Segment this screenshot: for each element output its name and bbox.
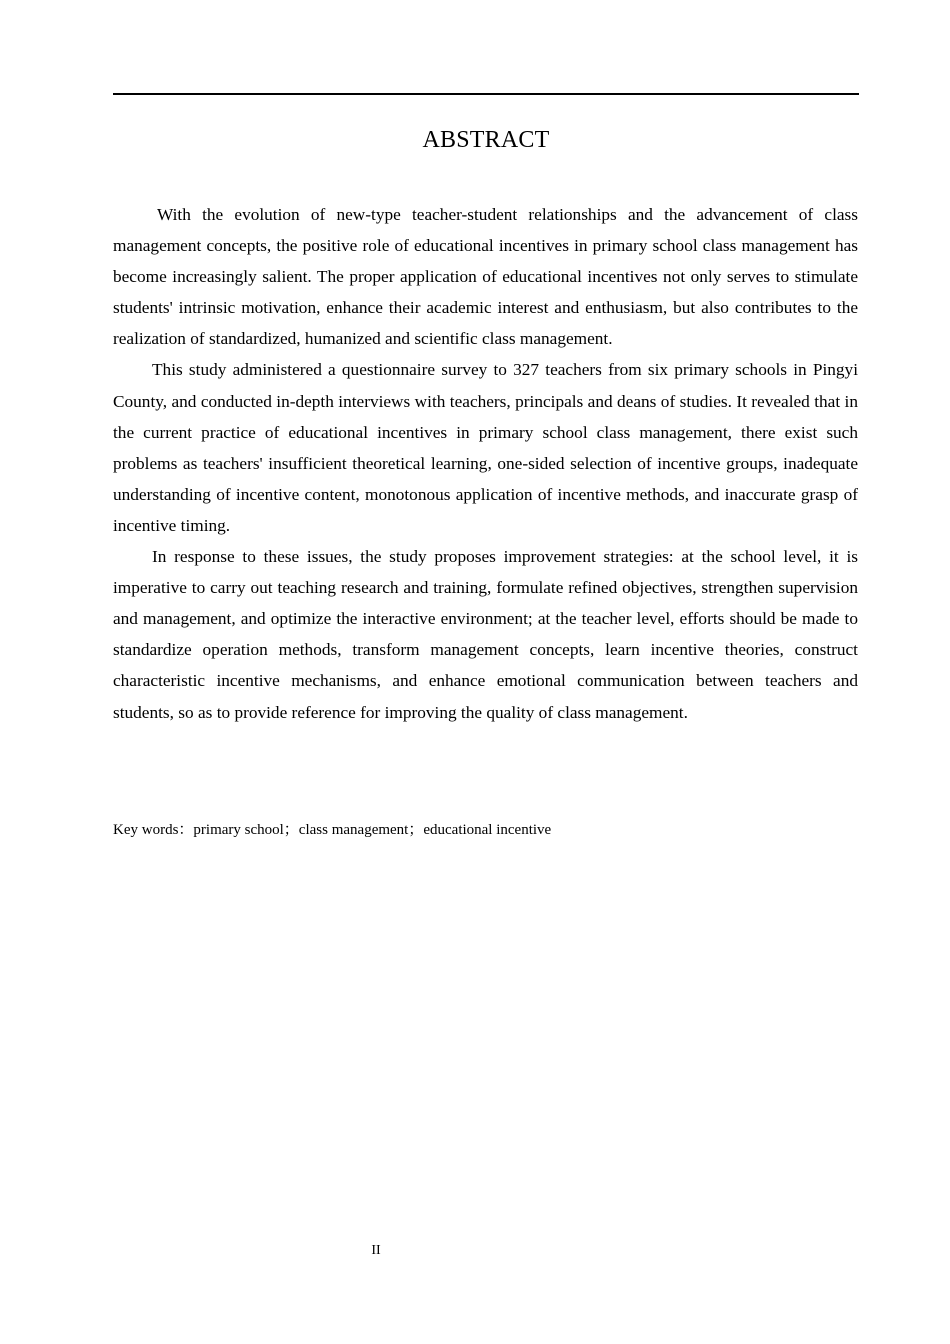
- abstract-paragraph-2: This study administered a questionnaire survey to 327 teachers from six primary schools in Pingyi County, and conducted in-depth interviews with teachers, principals and deans of studies. It revealed that in the current practice of educational incentives in primary school class management, there exist such problems as teachers' insufficient theoretical learning, one-sided selection of incentive groups, inadequate understanding of incentive content, monotonous application of incentive methods, and inaccurate grasp of incentive timing.: [113, 360, 858, 535]
- abstract-title: ABSTRACT: [422, 127, 550, 153]
- abstract-paragraph-1: With the evolution of new-type teacher-student relationships and the advancement of class management concepts, the positive role of educational incentives in primary school class management has become increasingly salient. The proper application of educational incentives not only serves to stimulate students' intrinsic motivation, enhance their academic interest and enthusiasm, but also contributes to the realization of standardized, humanized and scientific class management.: [113, 205, 858, 349]
- page-number: II: [371, 1243, 381, 1258]
- abstract-paragraph-3: In response to these issues, the study proposes improvement strategies: at the school level, it is imperative to carry out teaching research and training, formulate refined objectives, strengthen supervision and management, and optimize the interactive environment; at the teacher level, efforts should be made to standardize operation methods, transform management concepts, learn incentive theories, construct characteristic incentive mechanisms, and enhance emotional communication between teachers and students, so as to provide reference for improving the quality of class management.: [113, 547, 858, 722]
- abstract-body: [113, 199, 858, 728]
- header-rule: [113, 93, 859, 95]
- keywords-line: Key words：primary school；class management；educational incentive: [113, 822, 552, 838]
